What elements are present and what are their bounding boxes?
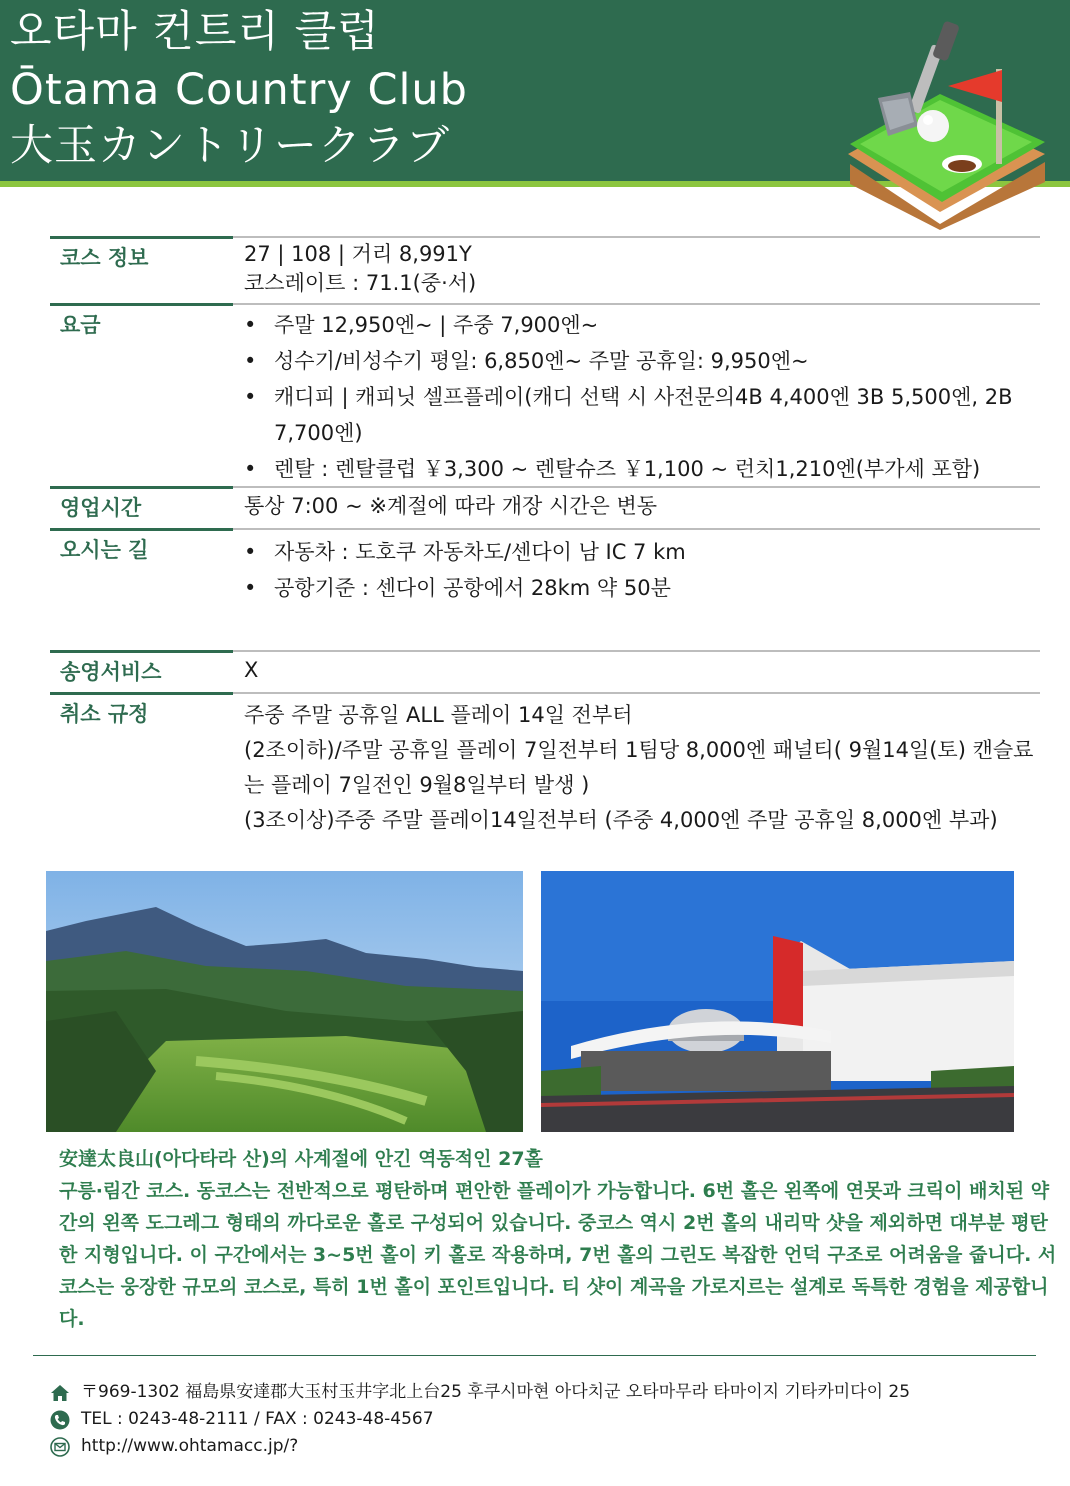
direction-item: • 공항기준 : 센다이 공항에서 28km 약 50분: [244, 570, 1034, 606]
fee-item: • 렌탈 : 렌탈클럽 ￥3,300 ~ 렌탈슈즈 ￥1,100 ~ 런치1,210엔(부가세 포함): [244, 451, 1034, 487]
course-info-line: 27 | 108 | 거리 8,991Y: [244, 242, 472, 266]
label-cancellation: 취소 규정: [60, 702, 149, 726]
value-course-info: [244, 240, 1034, 298]
fee-item: • 성수기/비성수기 평일: 6,850엔~ 주말 공휴일: 9,950엔~: [244, 343, 1034, 379]
address-text: 〒969-1302 福島県安達郡大玉村玉井字北上台25 후쿠시마현 아다치군 오타마무라 타마이지 기타카미다이 25: [81, 1382, 911, 1402]
label-hours: 영업시간: [60, 496, 142, 520]
cancellation-line: (2조이하)/주말 공휴일 플레이 7일전부터 1팀당 8,000엔 패널티( 9월14일(토) 캔슬료는 플레이 7일전인 9월8일부터 발생 ): [244, 738, 1034, 797]
direction-item: • 자동차 : 도호쿠 자동차도/센다이 남 IC 7 km: [244, 534, 1034, 570]
title-english: Ōtama Country Club: [10, 65, 468, 115]
email-icon: [50, 1437, 70, 1457]
value-cancellation: [244, 698, 1034, 838]
description-body: 구릉·림간 코스. 동코스는 전반적으로 평탄하며 편안한 플레이가 가능합니다. 6번 홀은 왼쪽에 연못과 크릭이 배치된 약간의 왼쪽 도그레그 형태의 까다로운 홀로 구성되어 있습니다. 중코스 역시 2번 홀의 내리막 샷을 제외하면 대부분 평탄한 지형입니다. 이 구간에서는 3~5번 홀이 키 홀로 작용하며, 7번 홀의 그린도 복잡한 언덕 구조로 어려움을 줍니다. 서코스는 웅장한 규모의 코스로, 특히 1번 홀이 포인트입니다. 티 샷이 계곡을 가로지르는 설계로 독특한 경험을 제공합니다.: [59, 1180, 1057, 1330]
title-japanese: 大玉カントリークラブ: [10, 121, 450, 171]
golf-course-icon: [840, 14, 1050, 230]
title-korean: 오타마 컨트리 클럽: [10, 7, 380, 57]
website-link[interactable]: http://www.ohtamacc.jp/?: [81, 1436, 299, 1456]
value-fees: [244, 307, 1034, 487]
label-course-info: 코스 정보: [60, 246, 149, 270]
description-headline: 安達太良山(아다타라 산)의 사계절에 안긴 역동적인 27홀: [59, 1148, 543, 1170]
label-fees: 요금: [60, 313, 101, 337]
label-directions: 오시는 길: [60, 538, 149, 562]
course-description: [59, 1143, 1059, 1335]
cancellation-line: 주중 주말 공휴일 ALL 플레이 14일 전부터: [244, 703, 633, 727]
phone-text: TEL : 0243-48-2111 / FAX : 0243-48-4567: [81, 1409, 434, 1429]
phone-icon: [50, 1410, 70, 1430]
fee-item: • 캐디피 | 캐피닛 셀프플레이(캐디 선택 시 사전문의4B 4,400엔 3B 5,500엔, 2B 7,700엔): [244, 379, 1034, 451]
clubhouse-photo: [541, 871, 1014, 1132]
cancellation-line: (3조이상)주중 주말 플레이14일전부터 (주중 4,000엔 주말 공휴일 8,000엔 부과): [244, 808, 998, 832]
value-shuttle: X: [244, 658, 259, 682]
home-icon: [50, 1383, 70, 1403]
value-hours: 통상 7:00 ~ ※계절에 따라 개장 시간은 변동: [244, 494, 658, 518]
value-directions: [244, 534, 1034, 606]
label-shuttle: 송영서비스: [60, 660, 162, 684]
footer-divider: [33, 1355, 1036, 1356]
fee-item: • 주말 12,950엔~ | 주중 7,900엔~: [244, 307, 1034, 343]
course-info-line: 코스레이트 : 71.1(중·서): [244, 271, 477, 295]
golf-course-mountain-photo: [46, 871, 523, 1132]
